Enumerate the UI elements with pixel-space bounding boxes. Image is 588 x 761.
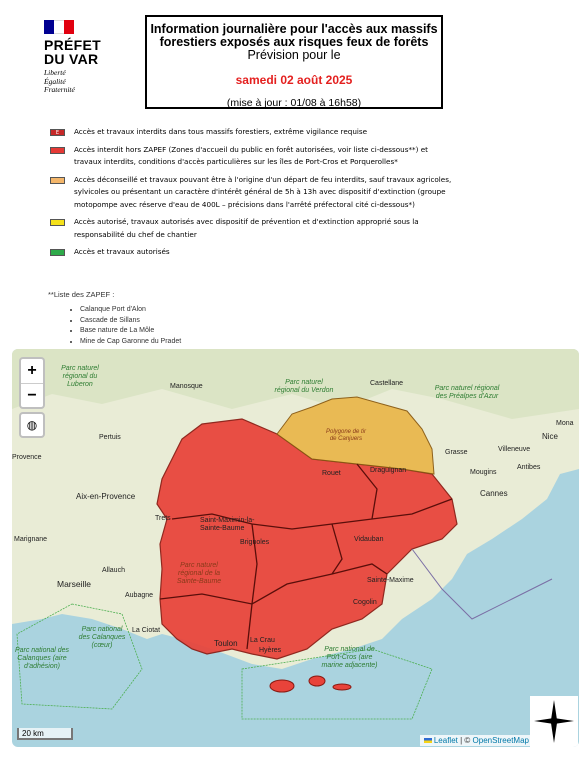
place-hyeres: Hyères — [259, 647, 282, 654]
legend-text: Accès autorisé, travaux autorisés avec dispositif de prévention et d'extinction approprié sous la responsabilité du chef de chantier — [74, 217, 419, 239]
leaflet-link[interactable]: Leaflet — [433, 736, 458, 745]
zoom-out-button[interactable]: − — [27, 387, 37, 404]
park-verdon: Parc naturel régional du Verdon — [274, 379, 334, 394]
legend-text: Accès et travaux autorisés — [74, 247, 170, 256]
place-brignoles: Brignoles — [240, 539, 270, 546]
place-allauch: Allauch — [102, 567, 125, 574]
legend-text: Accès déconseillé et travaux pouvant être à l'origine d'un départ de feu interdits, sauf travaux agricoles, sylvicoles ou présentant un caractère d'intérêt général de 5h à 13h avec dispositif d'extinction (groupe motopompe avec réserve d'eau de 400L – précisions dans l'arrêté préfectoral cité ci-dessous*) — [74, 174, 452, 209]
legend-item-red — [50, 144, 455, 169]
place-marignane: Marignane — [14, 536, 48, 543]
legend-item-extreme — [50, 126, 455, 139]
logo-motto — [44, 69, 134, 95]
place-marseille: Marseille — [57, 579, 92, 589]
park-calanques-coeur: Parc national des Calanques (cœur) — [78, 626, 126, 649]
place-pertuis: Pertuis — [99, 434, 121, 441]
place-aubagne: Aubagne — [125, 592, 154, 599]
legend-swatch — [50, 219, 65, 226]
list-item: • Cascade de Sillans — [80, 316, 181, 327]
prefet-logo — [44, 20, 134, 95]
motto-egalite: Égalité — [44, 76, 66, 86]
place-provence: Provence — [12, 454, 42, 461]
place-mougins: Mougins — [470, 469, 497, 476]
place-nice: Nice — [542, 432, 559, 441]
legend-swatch — [50, 177, 65, 184]
place-antibes: Antibes — [517, 464, 541, 471]
compass-rose-icon — [530, 696, 578, 747]
place-rouet: Rouet — [322, 470, 341, 477]
place-manosque: Manosque — [170, 383, 203, 390]
legend-item-orange — [50, 174, 455, 212]
place-vidauban: Vidauban — [354, 536, 384, 543]
place-cogolin: Cogolin — [353, 599, 377, 606]
park-prealpes: Parc naturel régional des Préalpes d'Azur — [434, 385, 500, 400]
globe-icon: ◍ — [26, 418, 38, 432]
list-item: • Calanque Port d'Alon — [80, 305, 181, 316]
legend-text: Accès interdit hors ZAPEF (Zones d'accueil du public en forêt autorisées, voir liste ci-dessous**) et travaux interdits, conditions d'accès particulières sur les îles de Port-Cros et Porquerolles* — [74, 144, 428, 166]
place-aix: Aix-en-Provence — [76, 492, 136, 501]
forecast-info-box — [145, 15, 443, 109]
logo-line2: DU VAR — [44, 51, 99, 67]
motto-fraternite: Fraternité — [44, 85, 75, 94]
place-castellane: Castellane — [370, 380, 404, 387]
legend-item-yellow — [50, 216, 455, 241]
place-draguignan: Draguignan — [370, 467, 407, 474]
zoom-in-button[interactable]: + — [21, 359, 43, 384]
layers-button[interactable] — [19, 412, 45, 438]
legend-swatch — [50, 249, 65, 256]
scale-bar: 20 km — [17, 728, 73, 740]
map-attribution — [420, 735, 533, 746]
legend-swatch: E — [50, 129, 65, 136]
legend-swatch — [50, 147, 65, 154]
island-levant — [333, 684, 351, 690]
place-monaco: Mona — [556, 420, 574, 427]
legend-item-green — [50, 246, 455, 259]
place-la-crau: La Crau — [250, 637, 275, 644]
forecast-label: Prévision pour le — [247, 48, 341, 62]
fire-risk-map[interactable] — [12, 349, 579, 747]
update-time: (mise à jour : 01/08 à 16h58) — [226, 97, 362, 109]
zone-label-canjuers: Polygone de tir de Canjuers — [325, 429, 367, 442]
place-st-maximin: Saint-Maximin-la-Sainte-Baume — [200, 517, 255, 532]
list-item: • Base nature de La Môle — [80, 326, 181, 337]
list-item: • Mine de Cap Garonne du Pradet — [80, 337, 181, 348]
place-grasse: Grasse — [445, 449, 468, 456]
place-cannes: Cannes — [480, 489, 508, 498]
zapef-list — [70, 305, 181, 347]
place-la-ciotat: La Ciotat — [132, 627, 161, 634]
zapef-title: **Liste des ZAPEF : — [48, 290, 115, 299]
attribution-separator: | © — [457, 736, 473, 745]
forecast-date: samedi 02 août 2025 — [235, 73, 353, 87]
map-canvas[interactable] — [12, 349, 579, 747]
title-line2: forestiers exposés aux risques feux de forêts — [159, 35, 429, 49]
leaflet-flag-icon — [424, 738, 432, 743]
zone-label-sainte-baume: Parc naturel régional de la Sainte-Baume — [176, 562, 222, 585]
park-portcros: Parc national de Port-Cros (aire marine adjacente) — [321, 646, 378, 669]
logo-line1: PRÉFET — [44, 37, 102, 53]
park-calanques-adhesion: Parc national des Calanques (aire d'adhésion) — [14, 647, 70, 670]
risk-legend — [50, 126, 455, 264]
zoom-control — [19, 357, 45, 409]
place-villeneuve: Villeneuve — [498, 446, 531, 453]
title-line1: Information journalière pour l'accès aux massifs — [150, 22, 438, 36]
place-st-maxime: Sainte-Maxime — [367, 577, 414, 584]
place-toulon: Toulon — [214, 639, 238, 648]
island-porquerolles — [270, 680, 294, 692]
marianne-flag-icon — [44, 20, 74, 34]
legend-text: Accès et travaux interdits dans tous massifs forestiers, extrême vigilance requise — [74, 127, 368, 136]
osm-link[interactable]: OpenStreetMap — [472, 736, 529, 745]
motto-liberte: Liberté — [44, 68, 66, 77]
park-luberon: Parc naturel régional du Luberon — [61, 365, 99, 388]
place-trets: Trets — [155, 515, 171, 522]
island-portcros — [309, 676, 325, 686]
